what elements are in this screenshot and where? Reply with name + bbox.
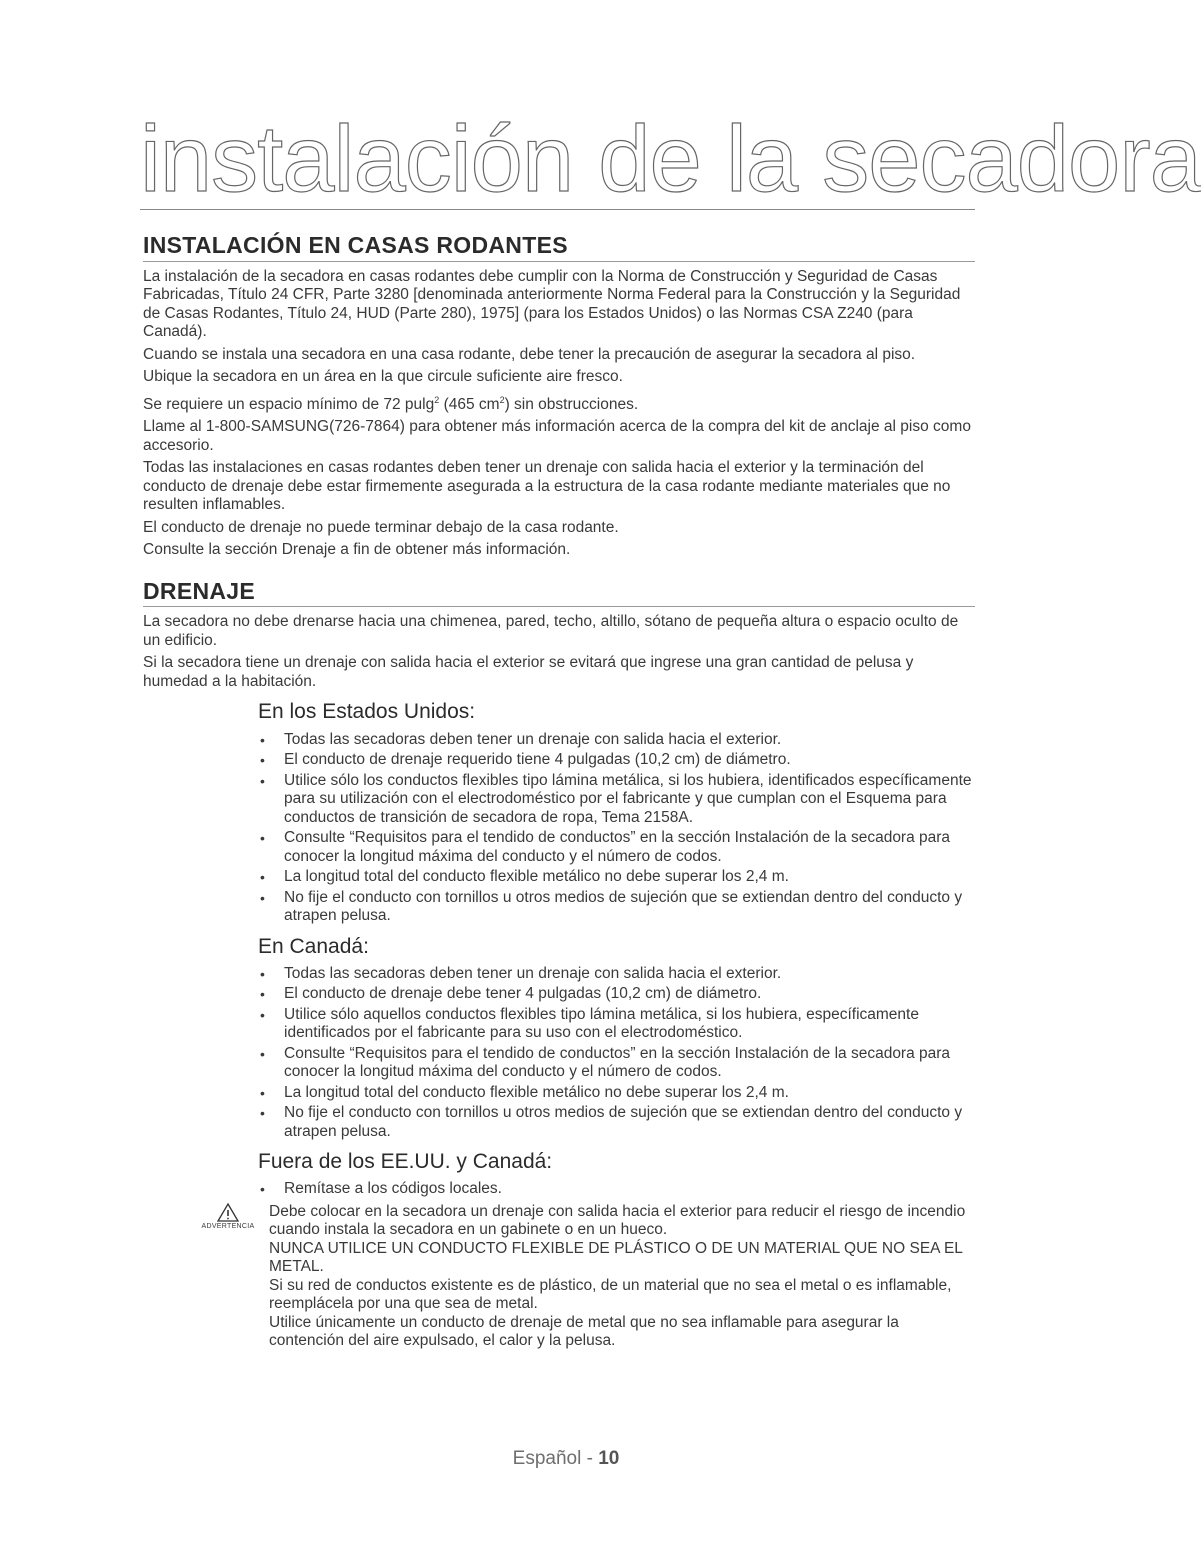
warning-block (198, 1203, 975, 1351)
warning-label: ADVERTENCIA (201, 1222, 255, 1230)
list-item: • Utilice sólo los conductos flexibles tipo lámina metálica, si los hubiera, identificados específicamente para su utilización con el electrodoméstico por el fabricante y que cumplan con el Esquema para conductos de transición de secadora de ropa, Tema 2158A. (258, 772, 975, 828)
list-item: • Todas las secadoras deben tener un drenaje con salida hacia el exterior. (258, 965, 975, 984)
list-item: • El conducto de drenaje requerido tiene 4 pulgadas (10,2 cm) de diámetro. (258, 751, 975, 770)
paragraph: Llame al 1-800-SAMSUNG(726-7864) para obtener más información acerca de la compra del kit de anclaje al piso como accesorio. (143, 418, 971, 454)
paragraph: El conducto de drenaje no puede terminar debajo de la casa rodante. (143, 518, 619, 536)
section-heading-exhaust: DRENAJE (143, 578, 975, 608)
warning-text: Utilice únicamente un conducto de drenaje de metal que no sea inflamable para asegurar la contención del aire expulsado, el calor y la pelusa. (269, 1313, 899, 1350)
paragraph: Consulte la sección Drenaje a fin de obtener más información. (143, 541, 571, 559)
paragraph: Ubique la secadora en un área en la que circule suficiente aire fresco. (143, 368, 623, 386)
list-item: • La longitud total del conducto flexible metálico no debe superar los 2,4 m. (258, 1084, 975, 1103)
subsection-title: En los Estados Unidos: (258, 700, 476, 724)
footer-language: Español - (512, 1448, 599, 1469)
warning-icon (198, 1203, 258, 1230)
list-item: • No fije el conducto con tornillos u otros medios de sujeción que se extiendan dentro del conducto y atrapen pelusa. (258, 889, 975, 926)
page-number: 10 (598, 1448, 620, 1469)
page-title: instalación de la secadora (140, 106, 1201, 211)
paragraph: La instalación de la secadora en casas rodantes debe cumplir con la Norma de Construcción y Seguridad de Casas Fabricadas, Título 24 CFR, Parte 3280 [denominada anteriormente Norma Federal para la Construcción y la Seguridad de Casas Rodantes, Título 24, HUD (Parte 280), 1975] (para los Estados Unidos) o las Normas CSA Z240 (para Canadá). (143, 267, 961, 341)
subsection-us (258, 699, 975, 1199)
paragraph: Si la secadora tiene un drenaje con salida hacia el exterior se evitará que ingrese una gran cantidad de pelusa y humedad a la habitación. (143, 654, 914, 690)
section-heading-mobile-homes: INSTALACIÓN EN CASAS RODANTES (143, 232, 975, 262)
list-item: • No fije el conducto con tornillos u otros medios de sujeción que se extiendan dentro del conducto y atrapen pelusa. (258, 1104, 975, 1141)
bullet-list (258, 965, 975, 1142)
paragraph: La secadora no debe drenarse hacia una chimenea, pared, techo, altillo, sótano de pequeña altura o espacio oculto de un edificio. (143, 613, 959, 649)
bullet-list (258, 731, 975, 926)
warning-text: Debe colocar en la secadora un drenaje con salida hacia el exterior para reducir el riesgo de incendio cuando instala la secadora en un gabinete o en un hueco. (269, 1202, 966, 1239)
list-item: • Consulte “Requisitos para el tendido de conductos” en la sección Instalación de la secadora para conocer la longitud máxima del conducto y el número de codos. (258, 829, 975, 866)
bullet-list (258, 1180, 975, 1199)
main-content (143, 232, 975, 1351)
subsection-title: En Canadá: (258, 934, 369, 958)
list-item: • La longitud total del conducto flexible metálico no debe superar los 2,4 m. (258, 868, 975, 887)
paragraph: Cuando se instala una secadora en una casa rodante, debe tener la precaución de asegurar la secadora al piso. (143, 345, 916, 363)
warning-text: NUNCA UTILICE UN CONDUCTO FLEXIBLE DE PLÁSTICO O DE UN MATERIAL QUE NO SEA EL METAL. (269, 1239, 963, 1276)
paragraph: Todas las instalaciones en casas rodantes deben tener un drenaje con salida hacia el exterior y la terminación del conducto de drenaje debe estar firmemente asegurada a la estructura de la casa rodante mediante materiales que no resulten inflamables. (143, 459, 951, 514)
subsection-title: Fuera de los EE.UU. y Canadá: (258, 1150, 553, 1174)
warning-text: Si su red de conductos existente es de plástico, de un material que no sea el metal o es inflamable, reemplácela por una que sea de metal. (269, 1276, 952, 1313)
page-footer (0, 1448, 1132, 1470)
list-item: • Remítase a los códigos locales. (258, 1180, 975, 1199)
list-item: • Todas las secadoras deben tener un drenaje con salida hacia el exterior. (258, 731, 975, 750)
list-item: • El conducto de drenaje debe tener 4 pulgadas (10,2 cm) de diámetro. (258, 985, 975, 1004)
space-requirement-paragraph: Se requiere un espacio mínimo de 72 pulg$^2$ (465 $cm^2$) sin obstrucciones. (143, 394, 639, 413)
list-item: • Utilice sólo aquellos conductos flexibles tipo lámina metálica, si los hubiera, específicamente identificados por el fabricante para su uso con el electrodoméstico. (258, 1006, 975, 1043)
list-item: • Consulte “Requisitos para el tendido de conductos” en la sección Instalación de la secadora para conocer la longitud máxima del conducto y el número de codos. (258, 1045, 975, 1082)
